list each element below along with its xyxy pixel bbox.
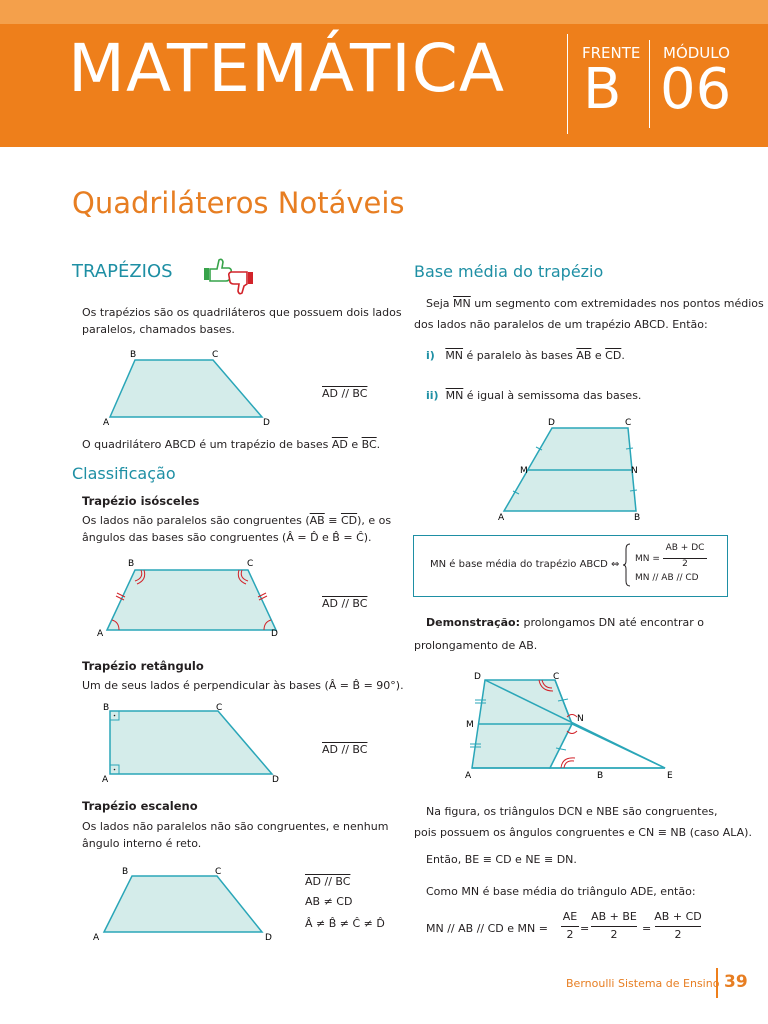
entao-text: Então, BE ≡ CD e NE ≡ DN.: [426, 853, 577, 866]
vertex-label: C: [212, 350, 219, 360]
classificacao-heading: Classificação: [72, 464, 176, 483]
vertex-label: B: [634, 513, 641, 523]
vertex-label: B: [597, 771, 604, 781]
vertex-label: A: [102, 775, 109, 785]
page-number: 39: [724, 972, 748, 992]
isosceles-text: ), e os: [357, 514, 392, 527]
definition-eq2: MN // AB // CD: [635, 573, 699, 583]
relation-text: AD // BC: [322, 743, 368, 756]
final-eq-prefix: MN // AB // CD e MN =: [426, 922, 548, 935]
vertex-label: A: [93, 933, 100, 943]
demonstracao-text: prolongamos DN até encontrar o: [520, 616, 704, 629]
caption-text: .: [376, 438, 381, 451]
vertex-label: C: [553, 672, 560, 682]
parallel-relation: [322, 384, 367, 404]
escaleno-title: Trapézio escaleno: [82, 799, 198, 813]
vertex-label: C: [247, 559, 254, 569]
subject-title: MATEMÁTICA: [68, 30, 505, 107]
base-media-heading: Base média do trapézio: [414, 262, 604, 281]
property-text: e: [591, 349, 606, 362]
vertex-label: D: [548, 418, 555, 428]
trapezoid-figure: [100, 346, 280, 428]
demonstracao-line-2: prolongamento de AB.: [414, 639, 538, 652]
fraction-denominator: 2: [566, 928, 574, 941]
vertex-label: B: [128, 559, 135, 569]
figure-text-1: Na figura, os triângulos DCN e NBE são congruentes,: [426, 805, 718, 818]
trapezio-caption: [82, 435, 380, 454]
definition-eq1-den: 2: [682, 559, 688, 569]
isosceles-title: Trapézio isósceles: [82, 494, 200, 508]
retangulo-title: Trapézio retângulo: [82, 659, 204, 673]
property-segment: $\overline{MN}$: [445, 389, 464, 402]
modulo-label: MÓDULO: [663, 44, 730, 62]
intro-line-1: Os trapézios são os quadriláteros que possuem dois lados: [82, 306, 402, 319]
vertex-label: M: [466, 720, 474, 730]
vertex-label: D: [265, 933, 272, 943]
caption-text: e: [347, 438, 362, 451]
modulo-value: 06: [660, 57, 732, 122]
relation-text: AD // BC: [322, 387, 368, 400]
fraction-numerator: AB + BE: [591, 910, 637, 923]
fraction-bar: [561, 926, 579, 927]
vertex-label: B: [103, 703, 110, 713]
header-divider: [567, 34, 568, 134]
definition-text: MN é base média do trapézio ABCD ⇔: [430, 559, 620, 570]
footer-text: Bernoulli Sistema de Ensino: [566, 977, 720, 990]
vertex-label: A: [498, 513, 505, 523]
equals-sign: =: [642, 922, 652, 935]
base-media-text: Seja: [426, 297, 454, 310]
isosceles-segment: $\overline{CD}$: [340, 514, 358, 527]
property-text: é igual à semissoma das bases.: [463, 389, 642, 402]
page-title: Quadriláteros Notáveis: [72, 186, 405, 220]
caption-segment: $\overline{BC}$: [361, 438, 377, 451]
fraction-denominator: 2: [674, 928, 682, 941]
fraction-bar: [655, 926, 701, 927]
property-text: .: [621, 349, 625, 362]
base-media-text: um segmento com extremidades nos pontos médios: [470, 297, 764, 310]
vertex-label: D: [474, 672, 481, 682]
escaleno-text-1: Os lados não paralelos não são congruentes, e nenhum: [82, 820, 389, 833]
fraction-bar: [591, 926, 637, 927]
vertex-label: C: [625, 418, 632, 428]
property-label: ii): [426, 389, 439, 402]
vertex-label: D: [263, 418, 270, 428]
vertex-label: M: [520, 466, 528, 476]
caption-text: O quadrilátero ABCD é um trapézio de bases: [82, 438, 332, 451]
definition-eq1-num: AB + DC: [665, 543, 705, 553]
property-ii: [426, 386, 641, 405]
frente-label: FRENTE: [582, 44, 641, 62]
base-media-segment: $\overline{MN}$: [453, 297, 471, 310]
base-media-text-1: [426, 294, 764, 313]
fraction-numerator: AE: [562, 910, 578, 923]
vertex-label: B: [122, 867, 129, 877]
thumbs-up-down-icon: [203, 256, 255, 296]
vertex-label: A: [103, 418, 110, 428]
header-divider: [649, 40, 650, 128]
brace-icon: [623, 543, 631, 587]
vertex-label: B: [130, 350, 137, 360]
unequal-angles-relation: Â ≠ B̂ ≠ Ĉ ≠ D̂: [305, 917, 385, 930]
demonstracao-line-1: [426, 613, 704, 632]
vertex-label: D: [271, 629, 278, 639]
vertex-label: C: [215, 867, 222, 877]
definition-eq1-lhs: MN =: [635, 554, 660, 564]
vertex-label: D: [272, 775, 279, 785]
demonstracao-label: Demonstração:: [426, 616, 520, 629]
isosceles-text-2: ângulos das bases são congruentes (Â = D̂ e B̂ = Ĉ).: [82, 531, 372, 544]
relation-text: AD // BC: [305, 875, 351, 888]
frente-value: B: [583, 57, 622, 122]
fraction-denominator: 2: [610, 928, 618, 941]
trapezios-heading: TRAPÉZIOS: [72, 261, 173, 282]
vertex-label: E: [667, 771, 673, 781]
right-trapezoid-figure: [98, 702, 290, 786]
parallel-relation: [322, 594, 367, 614]
property-segment: $\overline{MN}$: [445, 349, 464, 362]
property-segment: $\overline{AB}$: [576, 349, 592, 362]
proof-figure: [460, 668, 680, 782]
unequal-sides-relation: AB ≠ CD: [305, 895, 353, 908]
intro-line-2: paralelos, chamados bases.: [82, 323, 235, 336]
isosceles-text: ≡: [324, 514, 341, 527]
isosceles-segment: $\overline{AB}$: [309, 514, 325, 527]
isosceles-trapezoid-figure: [95, 556, 285, 640]
scalene-trapezoid-figure: [90, 862, 280, 944]
isosceles-text: Os lados não paralelos são congruentes (: [82, 514, 310, 527]
property-label: i): [426, 349, 435, 362]
header-top-strip: [0, 0, 768, 24]
property-i: [426, 346, 625, 365]
escaleno-text-2: ângulo interno é reto.: [82, 837, 202, 850]
relation-text: AD // BC: [322, 597, 368, 610]
base-media-text-2: dos lados não paralelos de um trapézio ABCD. Então:: [414, 318, 708, 331]
property-segment: $\overline{CD}$: [605, 349, 622, 362]
figure-text-2: pois possuem os ângulos congruentes e CN ≡ NB (caso ALA).: [414, 826, 752, 839]
property-text: é paralelo às bases: [463, 349, 577, 362]
vertex-label: N: [577, 714, 584, 724]
equals-sign: =: [580, 922, 590, 935]
parallel-relation: [322, 740, 367, 760]
base-media-figure: [490, 414, 650, 524]
vertex-label: C: [216, 703, 223, 713]
parallel-relation: [305, 872, 350, 892]
vertex-label: A: [97, 629, 104, 639]
vertex-label: A: [465, 771, 472, 781]
fraction-numerator: AB + CD: [654, 910, 702, 923]
como-text: Como MN é base média do triângulo ADE, então:: [426, 885, 696, 898]
caption-segment: $\overline{AD}$: [331, 438, 348, 451]
retangulo-text: Um de seus lados é perpendicular às bases (Â = B̂ = 90°).: [82, 679, 404, 692]
vertex-label: N: [631, 466, 638, 476]
